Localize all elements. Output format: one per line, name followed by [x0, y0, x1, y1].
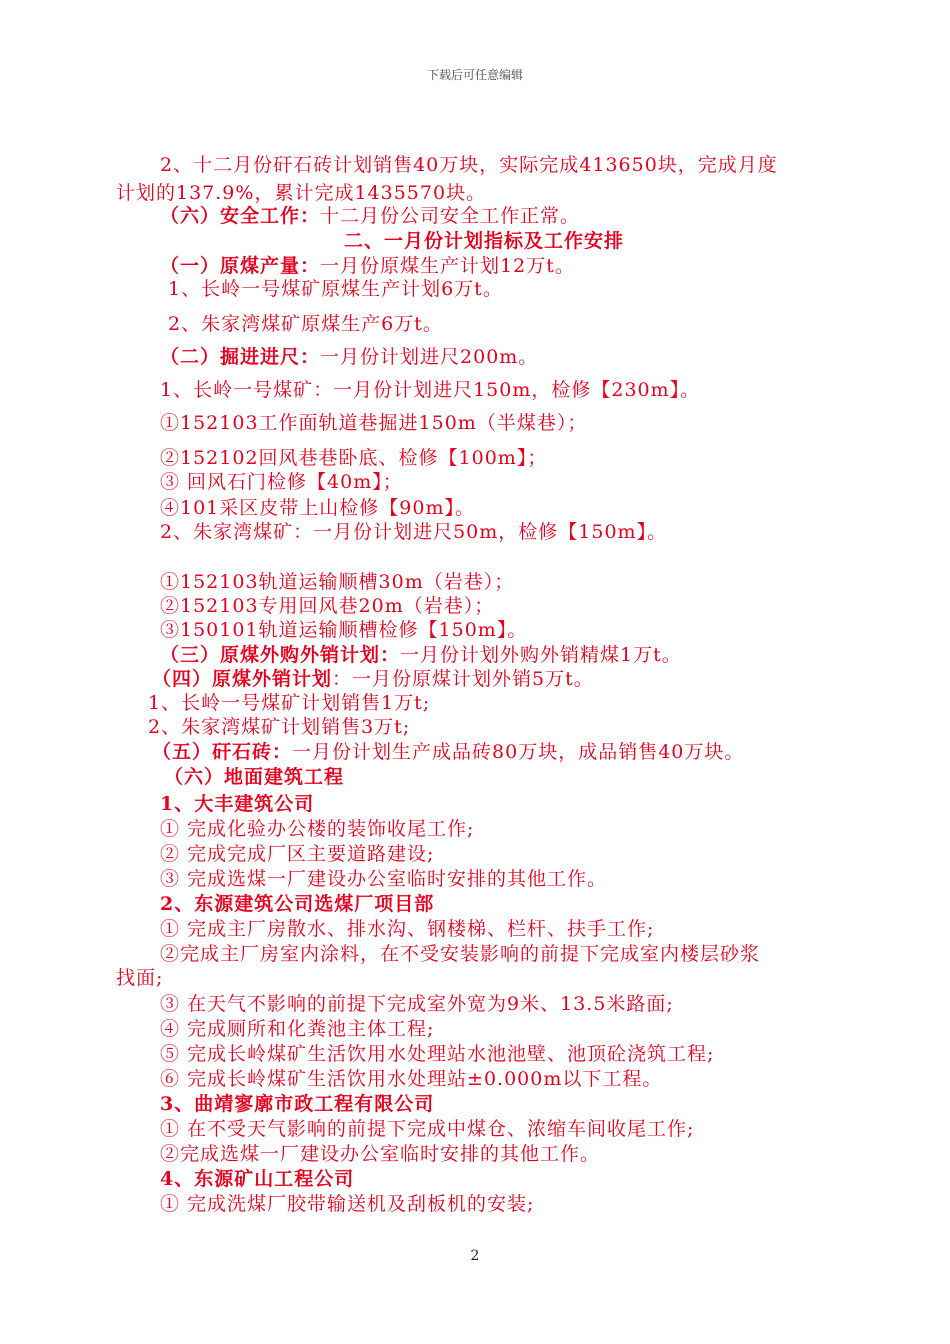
- text-line: [168, 274, 503, 301]
- bold-text-segment: （六）地面建筑工程: [164, 766, 345, 788]
- text-line: [160, 839, 434, 866]
- bold-text-segment: （二）掘进进尺：: [160, 346, 321, 368]
- text-line: [148, 688, 430, 715]
- text-segment: 1、长岭一号煤矿原煤生产计划6万t。: [168, 278, 503, 300]
- text-line: [160, 493, 475, 520]
- text-segment: ②152102回风巷巷卧底、检修【100m】；: [160, 447, 548, 469]
- text-segment: 1、长岭一号煤矿计划销售1万t;: [148, 692, 431, 714]
- text-line: [160, 889, 434, 916]
- bold-text-segment: 二、一月份计划指标及工作安排: [344, 230, 625, 252]
- text-line: [160, 567, 514, 594]
- text-line: [152, 664, 594, 691]
- text-segment: ④ 完成厕所和化粪池主体工程;: [160, 1018, 435, 1040]
- text-line: [160, 342, 538, 369]
- text-line: [160, 375, 700, 402]
- text-segment: ②152103专用回风巷20m（岩巷）；: [160, 595, 495, 617]
- text-line: [160, 1114, 694, 1141]
- text-segment: ① 完成洗煤厂胶带输送机及刮板机的安装;: [160, 1193, 535, 1215]
- text-line: [160, 939, 760, 966]
- text-segment: 一月份原煤生产计划12万t。: [320, 255, 575, 277]
- text-line: [148, 712, 410, 739]
- text-segment: 十二月份公司安全工作正常。: [320, 205, 581, 227]
- bold-text-segment: 2、东源建筑公司选煤厂项目部: [160, 893, 435, 915]
- text-line: [152, 737, 744, 764]
- text-segment: ③ 完成选煤一厂建设办公室临时安排的其他工作。: [160, 868, 608, 890]
- text-segment: ：一月份原煤计划外销5万t。: [332, 668, 594, 690]
- text-segment: ② 完成完成厂区主要道路建设;: [160, 843, 435, 865]
- text-line: [160, 1189, 534, 1216]
- page-header-note: 下载后可任意编辑: [426, 68, 523, 82]
- text-line: [160, 615, 527, 642]
- text-segment: ④101采区皮带上山检修【90m】。: [160, 497, 475, 519]
- text-line: [160, 408, 587, 435]
- text-segment: ③ 在天气不影响的前提下完成室外宽为9米、13.5米路面;: [160, 993, 674, 1015]
- text-line: [160, 150, 778, 177]
- text-line: [160, 1014, 434, 1041]
- bold-text-segment: 3、曲靖寥廓市政工程有限公司: [160, 1093, 435, 1115]
- text-line: [160, 1064, 662, 1091]
- text-line: [160, 989, 674, 1016]
- bold-text-segment: （三）原煤外购外销计划：: [160, 644, 401, 666]
- text-line: [344, 226, 624, 253]
- text-line: [160, 914, 654, 941]
- text-segment: ②完成主厂房室内涂料，在不受安装影响的前提下完成室内楼层砂浆: [160, 943, 761, 965]
- text-line: [168, 309, 443, 336]
- text-segment: ③ 回风石门检修【40m】；: [160, 471, 403, 493]
- text-line: [160, 640, 682, 667]
- text-line: [160, 814, 474, 841]
- text-segment: 找面;: [116, 967, 164, 989]
- bold-text-segment: （五）矸石砖：: [152, 741, 293, 763]
- text-line: [160, 591, 494, 618]
- text-segment: 一月份计划外购外销精煤1万t。: [400, 644, 682, 666]
- page-number: 2: [470, 1248, 480, 1264]
- text-segment: ① 在不受天气影响的前提下完成中煤仓、浓缩车间收尾工作;: [160, 1118, 695, 1140]
- text-segment: 2、十二月份矸石砖计划销售40万块，实际完成413650块，完成月度: [160, 154, 778, 176]
- text-segment: 一月份计划生产成品砖80万块，成品销售40万块。: [292, 741, 745, 763]
- bold-text-segment: （一）原煤产量：: [160, 255, 321, 277]
- text-segment: ①152103轨道运输顺槽30m（岩巷）；: [160, 571, 515, 593]
- text-line: [160, 789, 314, 816]
- text-line: [116, 963, 163, 990]
- text-segment: 2、朱家湾煤矿原煤生产6万t。: [168, 313, 443, 335]
- text-segment: ②完成选煤一厂建设办公室临时安排的其他工作。: [160, 1143, 601, 1165]
- text-segment: ①152103工作面轨道巷掘进150m（半煤巷）；: [160, 412, 588, 434]
- bold-text-segment: 4、东源矿山工程公司: [160, 1168, 355, 1190]
- text-line: [160, 201, 580, 228]
- text-line: [160, 443, 547, 470]
- text-line: [164, 762, 344, 789]
- text-line: [160, 1039, 714, 1066]
- text-line: [160, 1164, 354, 1191]
- text-segment: ③150101轨道运输顺槽检修【150m】。: [160, 619, 528, 641]
- text-line: [160, 864, 607, 891]
- text-segment: ⑥ 完成长岭煤矿生活饮用水处理站±0.000m以下工程。: [160, 1068, 663, 1090]
- text-line: [160, 1139, 600, 1166]
- text-segment: ① 完成化验办公楼的装饰收尾工作;: [160, 818, 475, 840]
- text-segment: ⑤ 完成长岭煤矿生活饮用水处理站水池池壁、池顶砼浇筑工程;: [160, 1043, 715, 1065]
- text-segment: 计划的137.9%，累计完成1435570块。: [116, 182, 487, 204]
- text-line: [160, 467, 403, 494]
- text-line: [160, 1089, 434, 1116]
- bold-text-segment: 1、大丰建筑公司: [160, 793, 315, 815]
- text-segment: ① 完成主厂房散水、排水沟、钢楼梯、栏杆、扶手工作;: [160, 918, 655, 940]
- text-segment: 2、朱家湾煤矿计划销售3万t;: [148, 716, 411, 738]
- bold-text-segment: （四）原煤外销计划: [152, 668, 333, 690]
- bold-text-segment: （六）安全工作：: [160, 205, 321, 227]
- text-segment: 一月份计划进尺200m。: [320, 346, 539, 368]
- text-line: [160, 517, 667, 544]
- text-segment: 1、长岭一号煤矿：一月份计划进尺150m，检修【230m】。: [160, 379, 701, 401]
- text-segment: 2、朱家湾煤矿：一月份计划进尺50m，检修【150m】。: [160, 521, 668, 543]
